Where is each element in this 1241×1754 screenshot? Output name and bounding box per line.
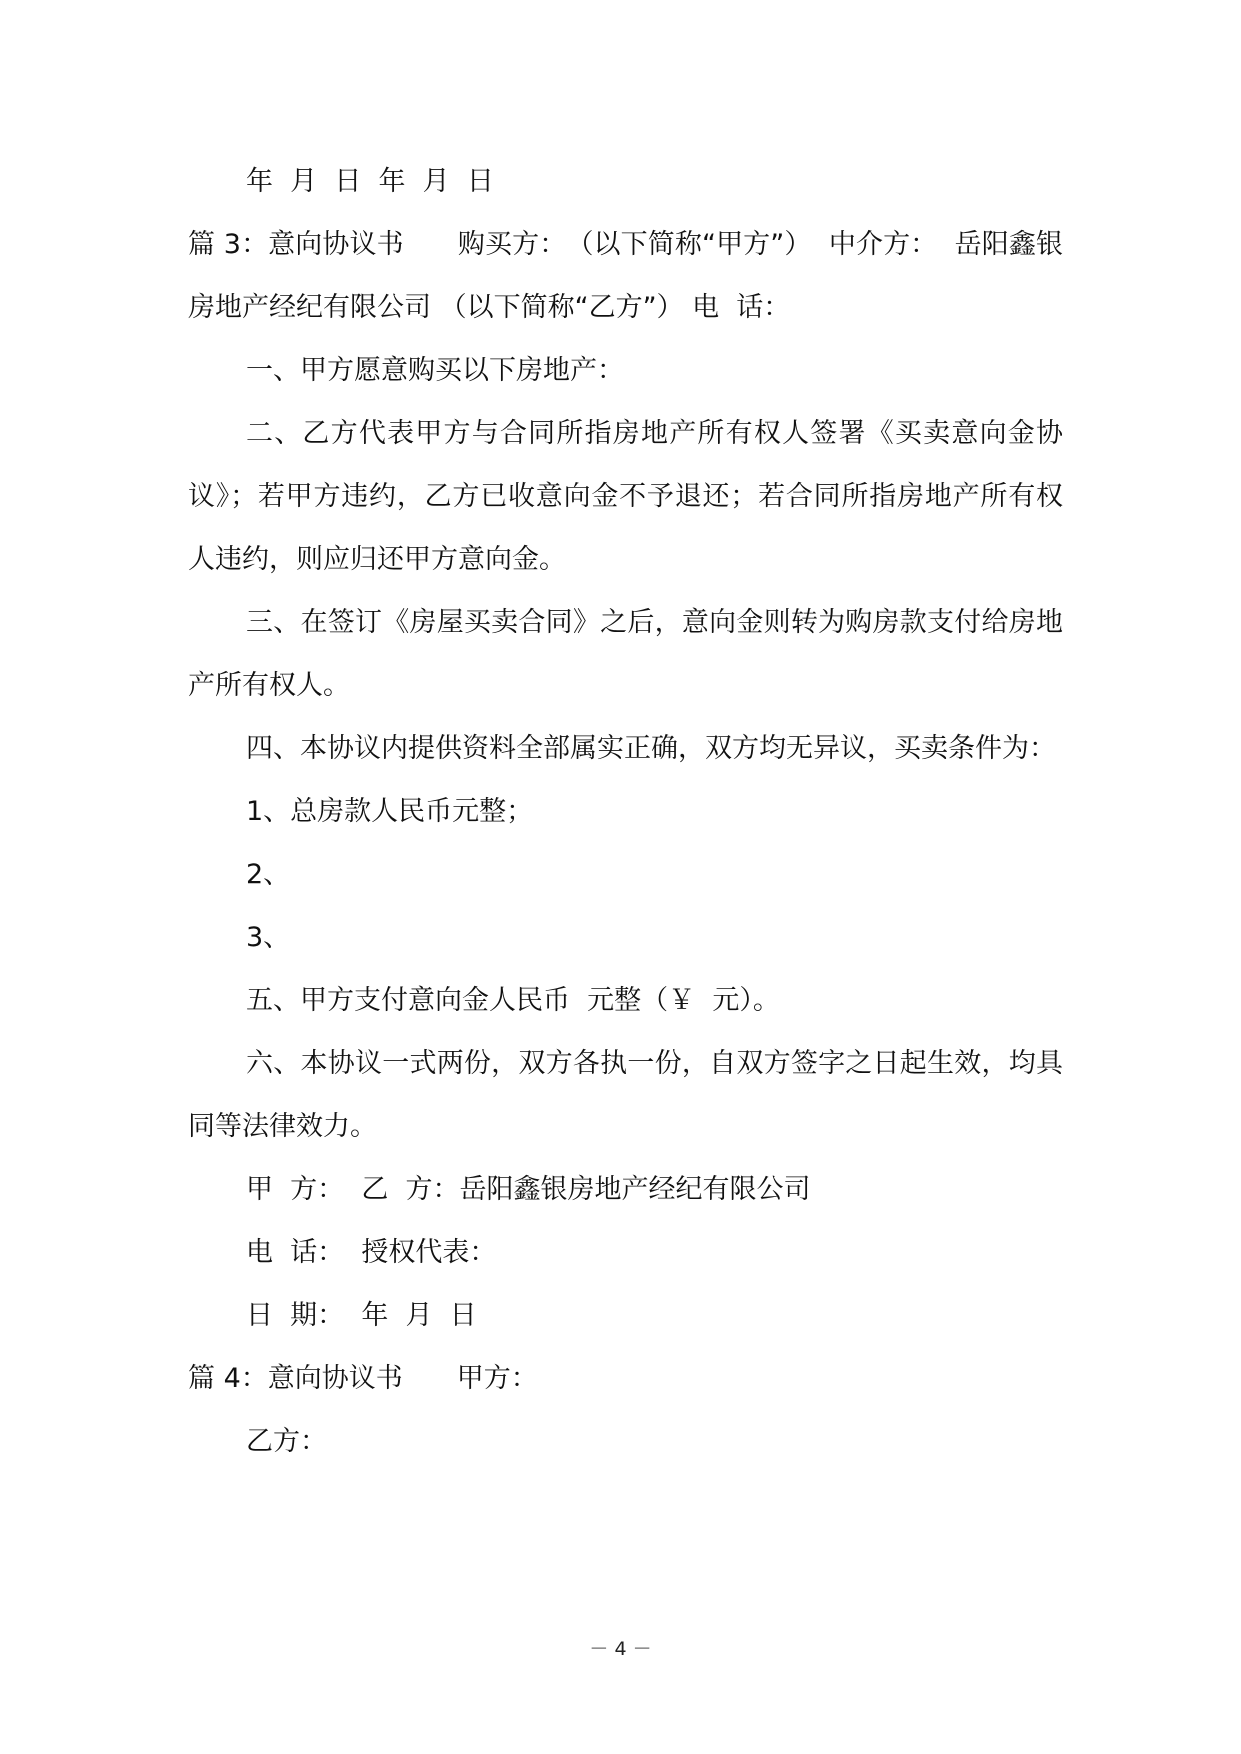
signature-phone: 电 话： 授权代表： xyxy=(246,1237,497,1268)
clause-2: 二、乙方代表甲方与合同所指房地产所有权人签署《买卖意向金协议》；若甲方违约，乙方已收意向金不予退还；若合同所指房地产所有权人违约，则应归还甲方意向金。 xyxy=(188,418,1063,575)
page-number: － 4 － xyxy=(589,1638,652,1660)
signature-parties: 甲 方： 乙 方：岳阳鑫银房地产经纪有限公司 xyxy=(246,1174,811,1205)
clause-6: 六、本协议一式两份，双方各执一份，自双方签字之日起生效，均具同等法律效力。 xyxy=(188,1048,1063,1142)
section-3-heading: 篇 3：意向协议书 购买方： （以下简称“甲方”） 中介方： 岳阳鑫银房地产经纪有限公司 （以下简称“乙方”） 电 话： xyxy=(188,229,1063,323)
clause-3: 三、在签订《房屋买卖合同》之后，意向金则转为购房款支付给房地产所有权人。 xyxy=(188,607,1063,701)
clause-5: 五、甲方支付意向金人民币 元整（￥ 元）。 xyxy=(246,985,780,1016)
signature-date: 日 期： 年 月 日 xyxy=(246,1300,477,1331)
condition-3: 3、 xyxy=(246,922,291,953)
clause-1: 一、甲方愿意购买以下房地产： xyxy=(246,355,624,386)
section-4-heading: 篇 4：意向协议书 甲方： xyxy=(188,1363,538,1394)
condition-2: 2、 xyxy=(246,859,291,890)
clause-4: 四、本协议内提供资料全部属实正确，双方均无异议，买卖条件为： xyxy=(246,733,1056,764)
document-body xyxy=(188,150,1063,1473)
date-line: 年 月 日 年 月 日 xyxy=(246,166,494,197)
condition-1: 1、总房款人民币元整； xyxy=(246,796,534,827)
party-b-line: 乙方： xyxy=(246,1426,327,1457)
